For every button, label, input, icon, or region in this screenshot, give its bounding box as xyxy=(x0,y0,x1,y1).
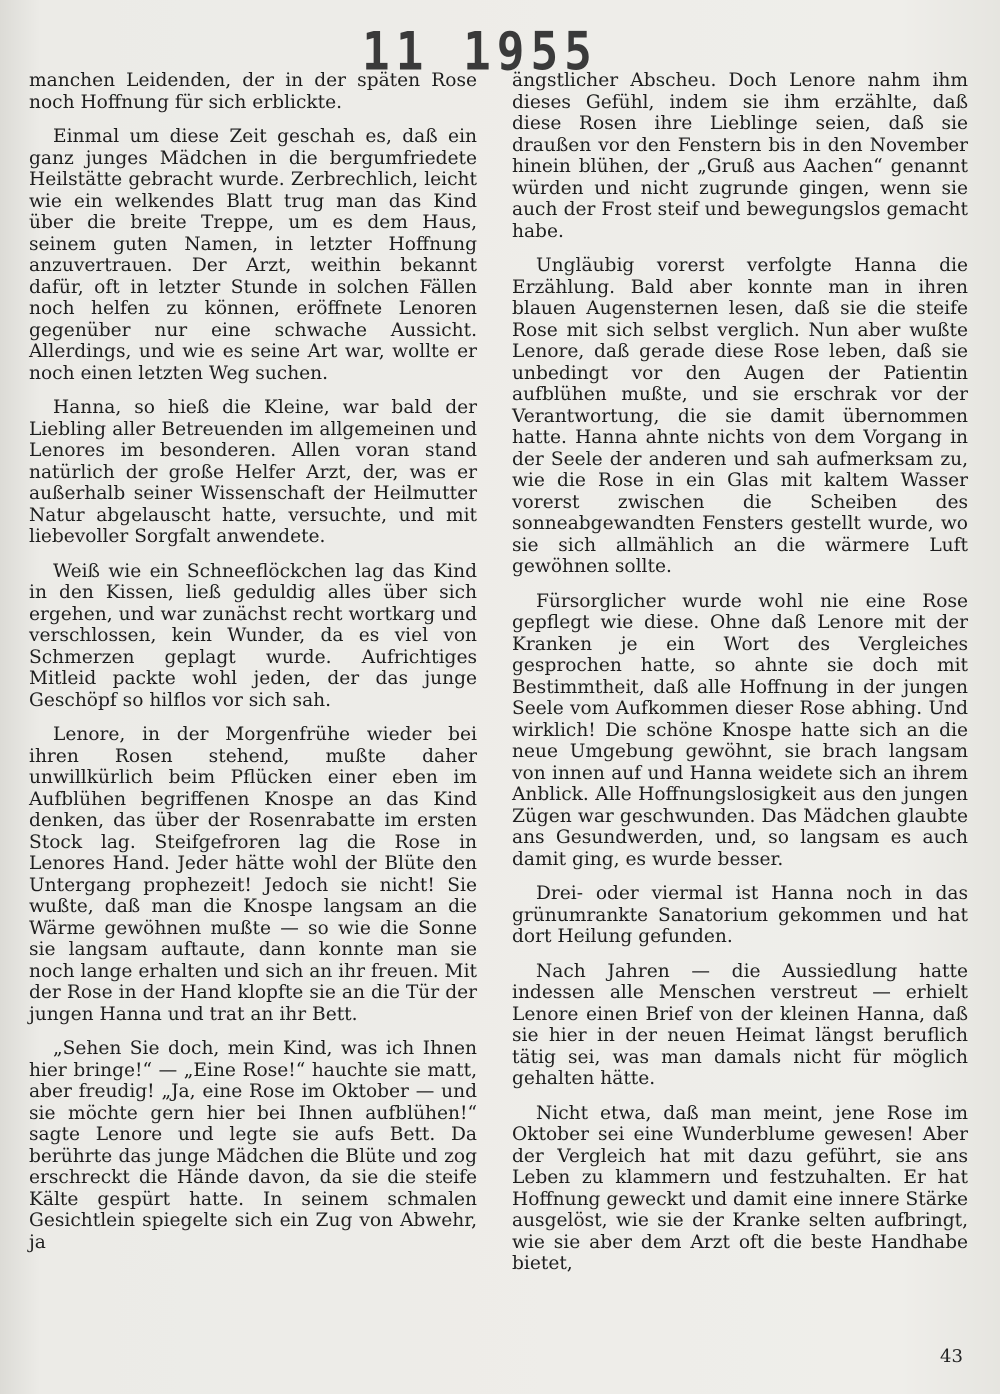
paragraph: Drei- oder viermal ist Hanna noch in das grünumrankte Sanatorium gekommen und hat dort Heilung gefunden. xyxy=(512,883,968,947)
paragraph: Ungläubig vorerst verfolgte Hanna die Erzählung. Bald aber konnte man in ihren blauen Augensternen lesen, daß sie die steife Rose mit sich selbst verglich. Nun aber wußte Lenore, daß gerade diese Rose leben, daß sie unbedingt vor den Augen der Patientin aufblühen mußte, und sie erschrak vor der Verantwortung, die sie damit übernommen hatte. Hanna ahnte nichts von dem Vorgang in der Seele der anderen und sah aufmerksam zu, wie die Rose in ein Glas mit kaltem Wasser vorerst zwischen die Scheiben des sonneabgewandten Fensters gestellt wurde, wo sie sich allmählich an die wärmere Luft gewöhnen sollte. xyxy=(512,255,968,577)
paragraph: Fürsorglicher wurde wohl nie eine Rose gepflegt wie diese. Ohne daß Lenore mit der Kranken je ein Wort des Vergleiches gesprochen hatte, so ahnte sie doch mit Bestimmtheit, daß alle Hoffnung in der jungen Seele vom Aufkommen dieser Rose abhing. Und wirklich! Die schöne Knospe hatte sich an die neue Umgebung gewöhnt, sie brach langsam von innen auf und Hanna weidete sich an ihrem Anblick. Alle Hoffnungslosigkeit aus den jungen Zügen war geschwunden. Das Mädchen glaubte ans Gesundwerden, und, so langsam es auch damit ging, es wurde besser. xyxy=(512,590,968,870)
text-column-right xyxy=(512,70,968,1288)
paragraph: manchen Leidenden, der in der späten Rose noch Hoffnung für sich erblickte. xyxy=(29,70,477,113)
paragraph: „Sehen Sie doch, mein Kind, was ich Ihnen hier bringe!“ — „Eine Rose!“ hauchte sie matt, aber freudig! „Ja, eine Rose im Oktober — und sie möchte gern hier bei Ihnen aufblühen!“ sagte Lenore und legte sie aufs Bett. Da berührte das junge Mädchen die Blüte und zog erschreckt die Hände davon, da sie die steife Kälte gespürt hatte. In seinem schmalen Gesichtlein spiegelte sich ein Zug von Abwehr, ja xyxy=(29,1038,477,1253)
paragraph: ängstlicher Abscheu. Doch Lenore nahm ihm dieses Gefühl, indem sie ihm erzählte, daß diese Rosen ihre Lieblinge seien, daß sie draußen vor den Fenstern bis in den November hinein blühen, der „Gruß aus Aachen“ genannt würden und nicht zugrunde gingen, wenn sie auch der Frost steif und bewegungslos gemacht habe. xyxy=(512,70,968,242)
paragraph: Einmal um diese Zeit geschah es, daß ein ganz junges Mädchen in die bergumfriedete Heilstätte gebracht wurde. Zerbrechlich, leicht wie ein welkendes Blatt trug man das Kind über die breite Treppe, um es dem Haus, seinem guten Namen, in letzter Hoffnung anzuvertrauen. Der Arzt, weithin bekannt dafür, oft in letzter Stunde in solchen Fällen noch helfen zu können, eröffnete Lenoren gegenüber nur eine schwache Aussicht. Allerdings, und wie es seine Art war, wollte er noch einen letzten Weg suchen. xyxy=(29,126,477,384)
date-stamp: 11 1955 xyxy=(362,19,598,83)
text-column-left xyxy=(29,70,477,1266)
paragraph: Hanna, so hieß die Kleine, war bald der Liebling aller Betreuenden im allgemeinen und Lenores im besonderen. Allen voran stand natürlich der große Helfer Arzt, der, was er außerhalb seiner Wissenschaft der Heilmutter Natur abgelauscht hatte, versuchte, und mit liebevoller Sorgfalt anwendete. xyxy=(29,397,477,547)
paragraph: Lenore, in der Morgenfrühe wieder bei ihren Rosen stehend, mußte daher unwillkürlich beim Pflücken einer eben im Aufblühen begriffenen Knospe an das Kind denken, das über der Rosenrabatte im ersten Stock lag. Steifgefroren lag die Rose in Lenores Hand. Jeder hätte wohl der Blüte den Untergang prophezeit! Jedoch sie nicht! Sie wußte, daß man die Knospe langsam an die Wärme gewöhnen mußte — so wie die Sonne sie langsam auftaute, dann konnte man sie noch lange erhalten und sich an ihr freuen. Mit der Rose in der Hand klopfte sie an die Tür der jungen Hanna und trat an ihr Bett. xyxy=(29,724,477,1025)
paragraph: Weiß wie ein Schneeflöckchen lag das Kind in den Kissen, ließ geduldig alles über sich ergehen, und war zunächst recht wortkarg und verschlossen, kein Wunder, da es viel von Schmerzen geplagt wurde. Aufrichtiges Mitleid packte wohl jeden, der das junge Geschöpf so hilflos vor sich sah. xyxy=(29,560,477,711)
paragraph: Nach Jahren — die Aussiedlung hatte indessen alle Menschen verstreut — erhielt Lenore einen Brief von der kleinen Hanna, daß sie hier in der neuen Heimat längst beruflich tätig sei, was man damals nicht für möglich gehalten hätte. xyxy=(512,960,968,1089)
paragraph: Nicht etwa, daß man meint, jene Rose im Oktober sei eine Wunderblume gewesen! Aber der Vergleich hat mit dazu geführt, sie ans Leben zu klammern und festzuhalten. Er hat Hoffnung geweckt und damit eine innere Stärke ausgelöst, wie sie der Kranke selten aufbringt, wie sie aber dem Arzt oft die beste Handhabe bietet, xyxy=(512,1102,968,1274)
page-number: 43 xyxy=(940,1346,963,1367)
